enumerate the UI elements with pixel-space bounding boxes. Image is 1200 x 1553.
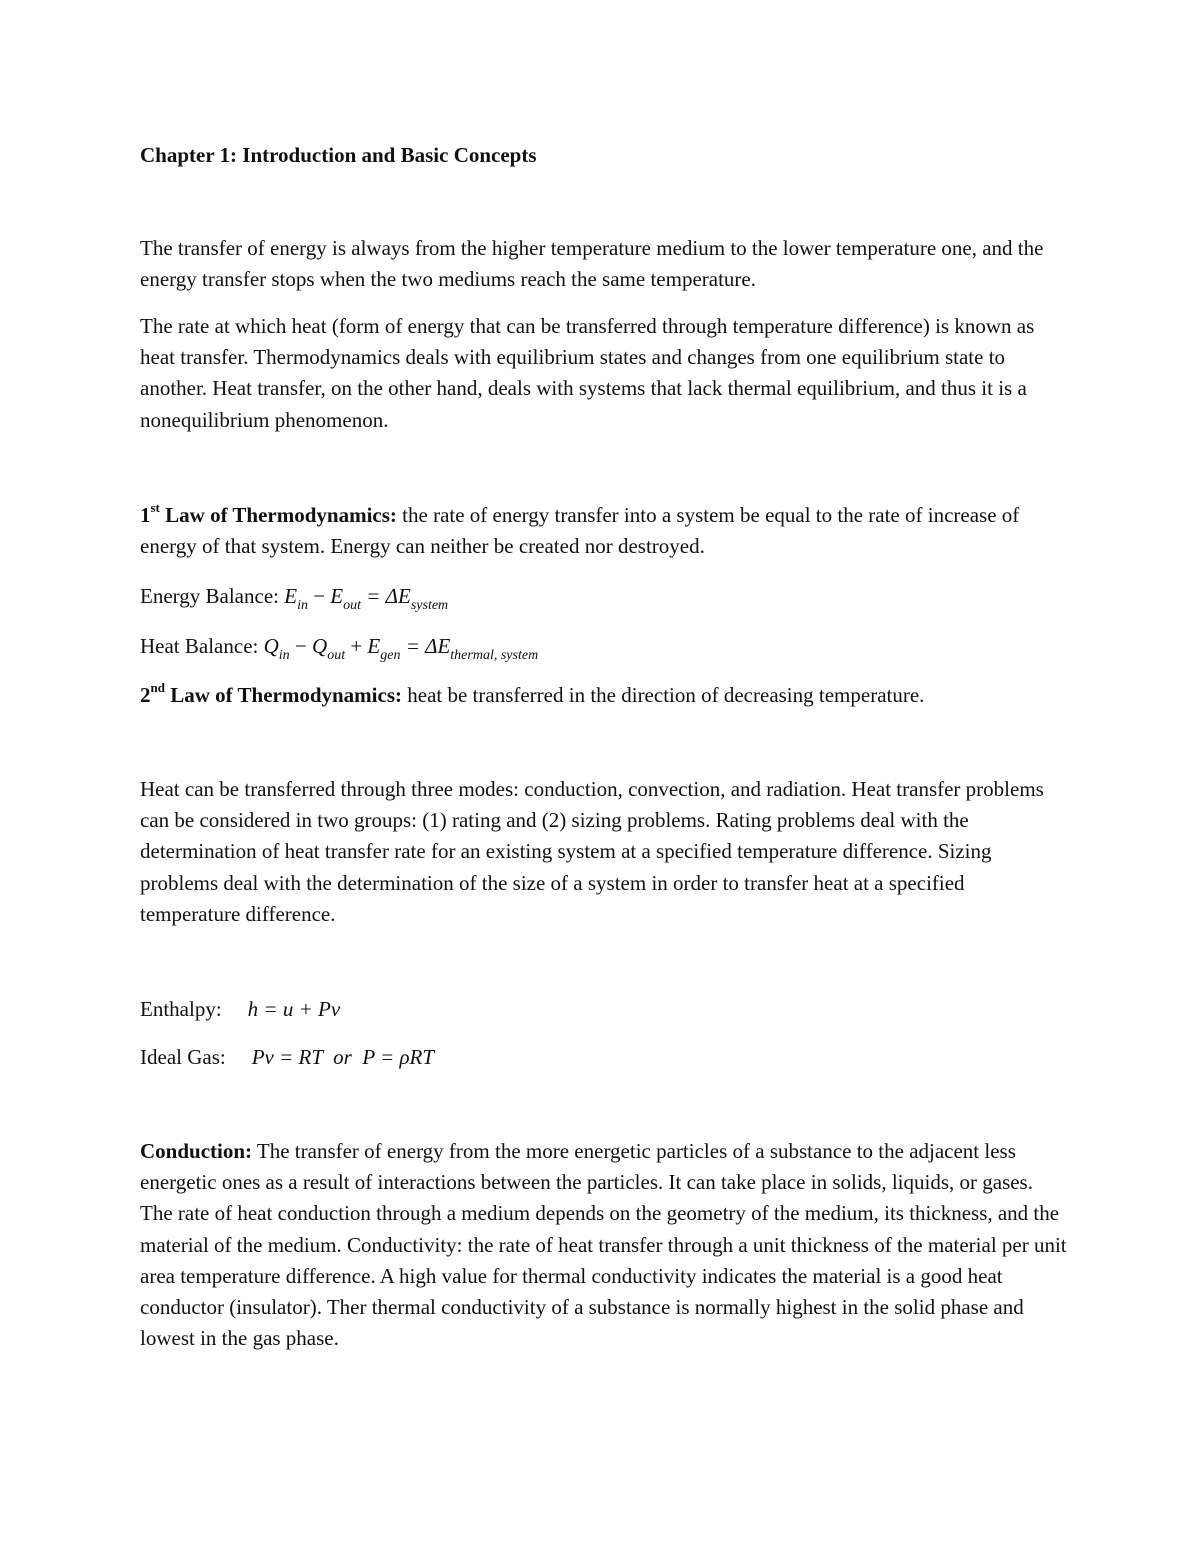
paragraph-heat-transfer-modes: Heat can be transferred through three modes: conduction, convection, and radiation. Heat transfer problems can be considered in two groups: (1) rating and (2) sizing problems. Rating problems deal with the determination of heat transfer rate for an existing system at a specified temperature difference. Sizing problems deal with the determination of the size of a system in order to transfer heat at a specified temperature difference. [140, 777, 1044, 926]
paragraph-heat-transfer-definition: The rate at which heat (form of energy that can be transferred through temperature difference) is known as heat transfer. Thermodynamics deals with equilibrium states and changes from one equilibrium state to another. Heat transfer, on the other hand, deals with systems that lack thermal equilibrium, and thus it is a nonequilibrium phenomenon. [140, 314, 1035, 432]
enthalpy-formula: h = u + Pv [247, 997, 341, 1021]
conduction-text: The transfer of energy from the more energetic particles of a substance to the adjacent less energetic ones as a result of interactions between the particles. It can take place in solids, liquids, or gases. The rate of heat conduction through a medium depends on the geometry of the medium, its thickness, and the material of the medium. Conductivity: the rate of heat transfer through a unit thickness of the material per unit area temperature difference. A high value for thermal conductivity indicates the material is a good heat conductor (insulator). Ther thermal conductivity of a substance is normally highest in the solid phase and lowest in the gas phase. [140, 1139, 1067, 1351]
paragraph-energy-transfer: The transfer of energy is always from the higher temperature medium to the lower temperature one, and the energy transfer stops when the two mediums reach the same temperature. [140, 236, 1044, 292]
conduction-heading: Conduction: [140, 1139, 253, 1163]
energy-balance-label: Energy Balance: [140, 584, 285, 608]
second-law-heading: 2nd Law of Thermodynamics: [140, 680, 402, 707]
second-law-text: heat be transferred in the direction of decreasing temperature. [402, 683, 925, 707]
energy-balance-equation: Energy Balance: $E_{in} - E_{out} = \Delta E_{system}$ [140, 584, 449, 614]
ideal-gas-formula: Pv = RT or P = ρRT [251, 1045, 435, 1069]
enthalpy-equation [140, 994, 1070, 1025]
conduction-paragraph [140, 1136, 1070, 1354]
first-law-text: the rate of energy transfer into a system be equal to the rate of increase of energy of that system. Energy can neither be created nor destroyed. [140, 503, 1020, 559]
second-law-paragraph [140, 680, 1070, 711]
ideal-gas-equation [140, 1042, 1070, 1073]
first-law-heading: 1st Law of Thermodynamics: [140, 500, 397, 527]
heat-balance-equation: Heat Balance: $Q_{in} - Q_{out} + E_{gen} = \Delta E_{thermal, system}$ [140, 634, 539, 664]
heat-balance-label: Heat Balance: [140, 634, 264, 658]
enthalpy-label: Enthalpy: [140, 997, 222, 1021]
ideal-gas-label: Ideal Gas: [140, 1045, 226, 1069]
chapter-title: Chapter 1: Introduction and Basic Concepts [140, 143, 537, 167]
first-law-paragraph [140, 500, 1070, 562]
